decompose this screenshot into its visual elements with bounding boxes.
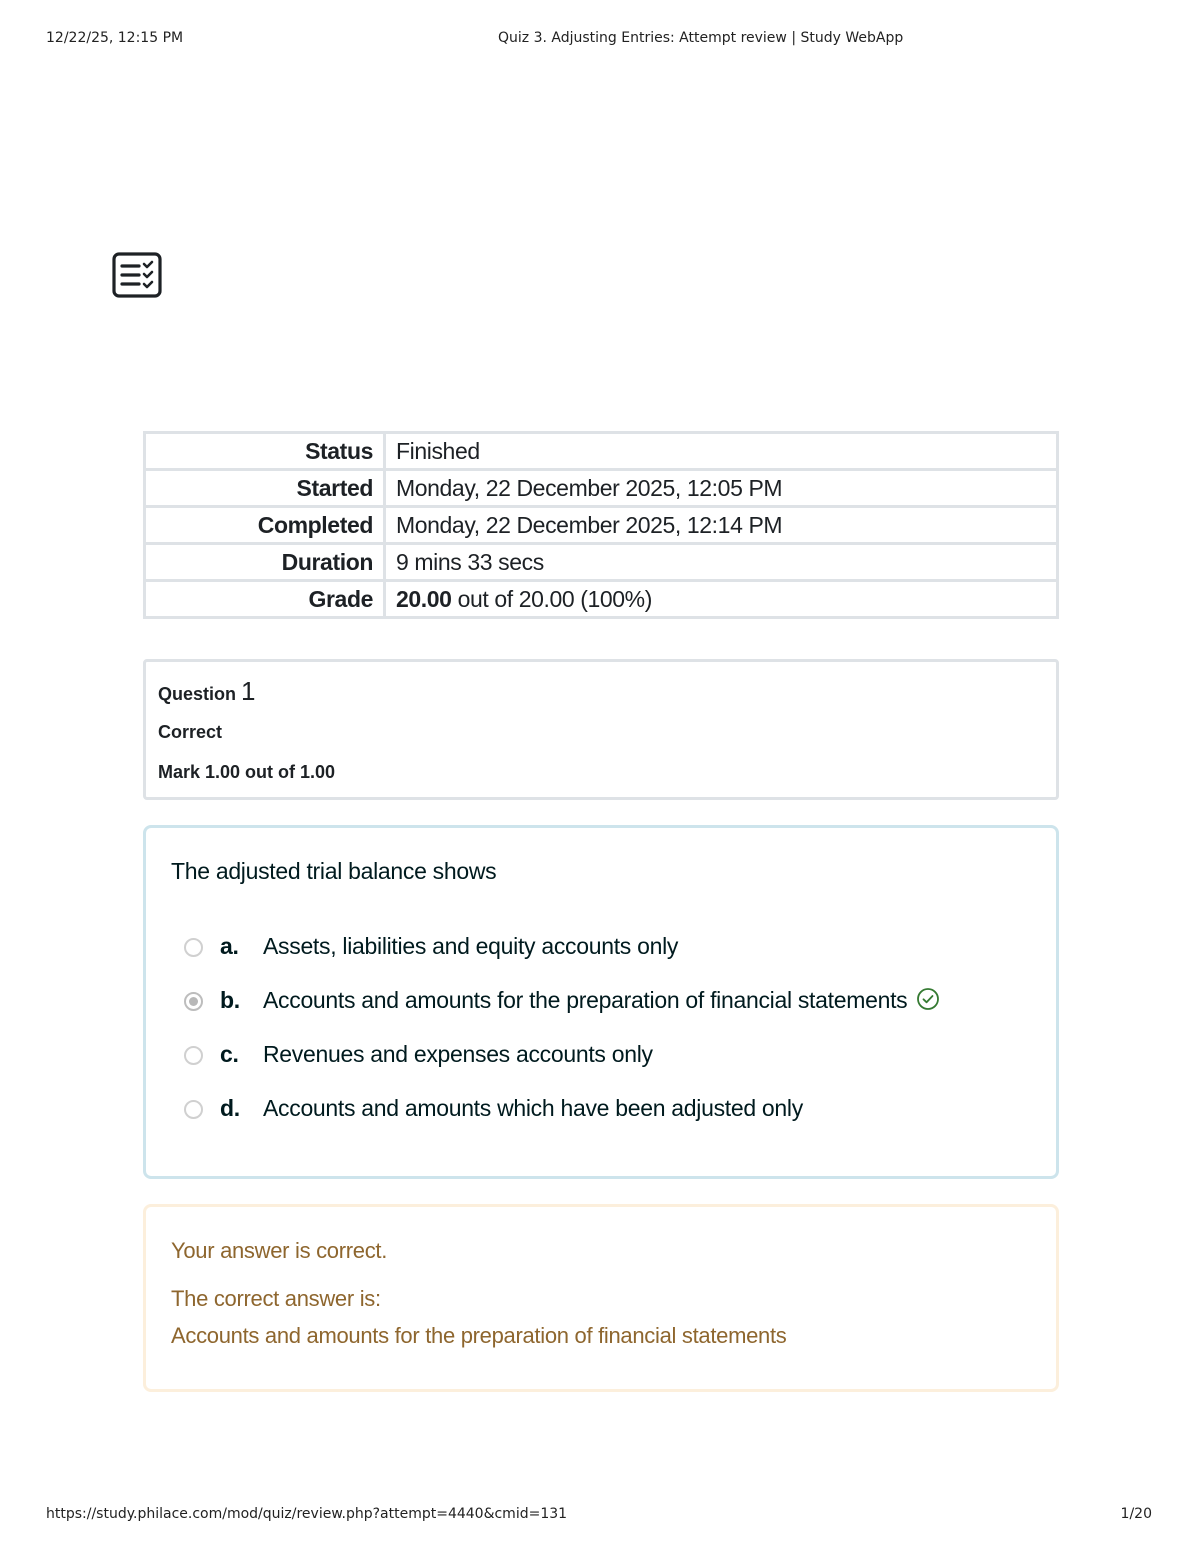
- summary-label: Started: [145, 470, 385, 507]
- question-formulation: [143, 825, 1059, 1179]
- print-page-counter: 1/20: [1120, 1506, 1152, 1522]
- summary-label: Grade: [145, 581, 385, 618]
- summary-label: Status: [145, 433, 385, 470]
- answer-radio-selected[interactable]: [184, 992, 203, 1011]
- print-header: [46, 30, 1152, 50]
- summary-value: Monday, 22 December 2025, 12:14 PM: [385, 507, 1058, 544]
- question-label: Question: [158, 684, 237, 704]
- summary-label: Completed: [145, 507, 385, 544]
- answer-radio[interactable]: [184, 1046, 203, 1065]
- question-info-box: [143, 659, 1059, 800]
- summary-row-grade: [145, 581, 1058, 618]
- feedback-status: Your answer is correct.: [171, 1238, 388, 1263]
- question-mark: Mark 1.00 out of 1.00: [158, 762, 336, 782]
- answer-text-wrap: [263, 987, 940, 1014]
- quiz-checklist-icon: [112, 252, 162, 298]
- summary-row-completed: [145, 507, 1058, 544]
- answer-radio[interactable]: [184, 1100, 203, 1119]
- answer-radio[interactable]: [184, 938, 203, 957]
- question-state: Correct: [158, 722, 223, 742]
- summary-row-duration: [145, 544, 1058, 581]
- grade-suffix: out of 20.00 (100%): [457, 585, 652, 612]
- answer-option-c[interactable]: [184, 1041, 1044, 1095]
- summary-value: Finished: [385, 433, 1058, 470]
- answer-option-b[interactable]: [184, 987, 1044, 1041]
- answer-text: Accounts and amounts which have been adjusted only: [263, 1095, 803, 1121]
- print-url: https://study.philace.com/mod/quiz/review.php?attempt=4440&cmid=131: [46, 1506, 568, 1522]
- summary-value: 9 mins 33 secs: [385, 544, 1058, 581]
- question-text: The adjusted trial balance shows: [171, 858, 497, 884]
- question-number-value: 1: [241, 676, 256, 706]
- check-circle-icon: [916, 987, 940, 1011]
- answer-letter: d.: [220, 1095, 240, 1121]
- question-number: [158, 676, 256, 707]
- answer-option-a[interactable]: [184, 933, 1044, 987]
- summary-value: Monday, 22 December 2025, 12:05 PM: [385, 470, 1058, 507]
- answer-option-d[interactable]: [184, 1095, 1044, 1149]
- answer-text: Accounts and amounts for the preparation of financial statements: [263, 987, 908, 1013]
- question-feedback: [143, 1204, 1059, 1392]
- answer-letter: b.: [220, 987, 240, 1013]
- print-page-title: Quiz 3. Adjusting Entries: Attempt review | Study WebApp: [498, 30, 904, 46]
- summary-value: [385, 581, 1058, 618]
- answer-text: Revenues and expenses accounts only: [263, 1041, 653, 1067]
- correct-answer-intro: The correct answer is:: [171, 1286, 381, 1311]
- summary-row-status: [145, 433, 1058, 470]
- summary-row-started: [145, 470, 1058, 507]
- grade-score: 20.00: [396, 585, 452, 612]
- answer-letter: c.: [220, 1041, 239, 1067]
- print-datetime: 12/22/25, 12:15 PM: [46, 30, 184, 46]
- answer-list: [184, 933, 1044, 1149]
- print-footer: [46, 1506, 1152, 1526]
- attempt-summary-table: [143, 431, 1059, 619]
- answer-text: Assets, liabilities and equity accounts only: [263, 933, 679, 959]
- answer-letter: a.: [220, 933, 239, 959]
- correct-answer-text: Accounts and amounts for the preparation of financial statements: [171, 1323, 787, 1348]
- summary-label: Duration: [145, 544, 385, 581]
